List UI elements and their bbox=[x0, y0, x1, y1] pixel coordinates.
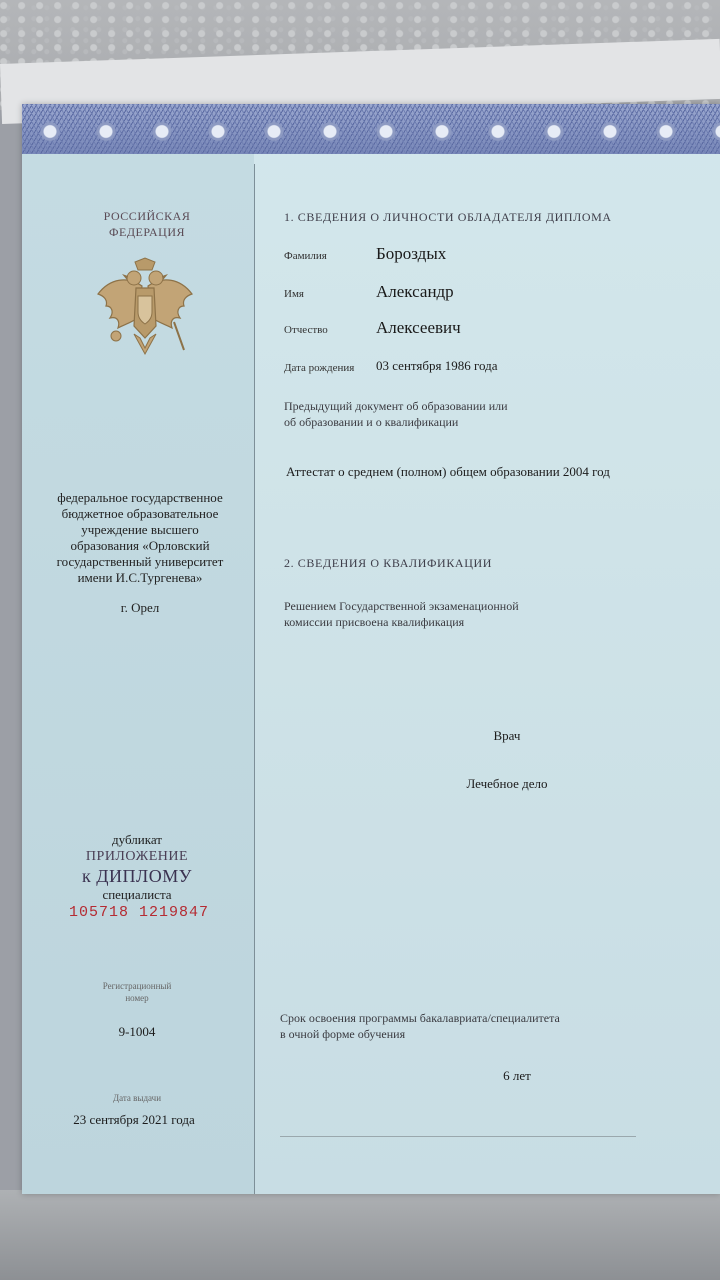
birth-date-label: Дата рождения bbox=[284, 362, 355, 374]
commission-decision-line: комиссии присвоена квалификация bbox=[284, 615, 465, 629]
study-term-label-line: в очной форме обучения bbox=[280, 1027, 406, 1041]
study-term-label-line: Срок освоения программы бакалавриата/специалитета bbox=[280, 1011, 560, 1025]
guilloche-border bbox=[22, 104, 720, 154]
study-term-label bbox=[280, 1010, 560, 1042]
qualification-value: Врач bbox=[493, 728, 521, 743]
country-name bbox=[62, 208, 232, 240]
commission-decision-line: Решением Государственной экзаменационной bbox=[284, 599, 519, 613]
city: г. Орел bbox=[120, 600, 160, 615]
surname-value: Бороздых bbox=[376, 244, 447, 263]
surname-label: Фамилия bbox=[284, 250, 327, 262]
org-line: федеральное государственное bbox=[57, 490, 223, 505]
org-line: образования «Орловский bbox=[70, 538, 210, 553]
study-term-value: 6 лет bbox=[503, 1068, 531, 1083]
country-line-2: ФЕДЕРАЦИЯ bbox=[109, 225, 185, 239]
section-1-title: 1. СВЕДЕНИЯ О ЛИЧНОСТИ ОБЛАДАТЕЛЯ ДИПЛОМА bbox=[284, 210, 612, 224]
previous-document-label-line: Предыдущий документ об образовании или bbox=[284, 399, 508, 413]
diploma-title: к ДИПЛОМУ bbox=[82, 866, 192, 886]
registration-label-line: номер bbox=[125, 993, 149, 1003]
birth-date-value: 03 сентября 1986 года bbox=[376, 358, 498, 373]
patronymic-label: Отчество bbox=[284, 324, 328, 336]
name-label: Имя bbox=[284, 288, 304, 300]
background-bottom bbox=[0, 1190, 720, 1280]
name-value: Александр bbox=[376, 282, 454, 301]
issue-date-label: Дата выдачи bbox=[112, 1093, 162, 1103]
org-line: бюджетное образовательное bbox=[61, 506, 219, 521]
country-line-1: РОССИЙСКАЯ bbox=[103, 209, 191, 223]
appendix-title: ПРИЛОЖЕНИЕ bbox=[85, 849, 189, 864]
previous-document-label bbox=[284, 398, 508, 430]
org-line: имени И.С.Тургенева» bbox=[77, 570, 203, 585]
registration-label bbox=[62, 980, 212, 1004]
previous-document-label-line: об образовании и о квалификации bbox=[284, 415, 459, 429]
issue-date: 23 сентября 2021 года bbox=[73, 1112, 195, 1127]
organization-name bbox=[34, 490, 246, 586]
duplicate-label: дубликат bbox=[112, 832, 162, 847]
serial-number: 105718 1219847 bbox=[68, 904, 210, 921]
org-line: учреждение высшего bbox=[81, 522, 199, 537]
specialist-label: специалиста bbox=[102, 887, 172, 902]
diploma-appendix-document bbox=[22, 104, 720, 1194]
commission-decision-label bbox=[284, 598, 519, 630]
signature-line bbox=[280, 1136, 636, 1137]
org-line: государственный университет bbox=[56, 554, 224, 569]
previous-document-value: Аттестат о среднем (полном) общем образовании 2004 год bbox=[286, 464, 610, 479]
coat-of-arms-icon bbox=[90, 256, 200, 366]
patronymic-value: Алексеевич bbox=[376, 318, 461, 337]
registration-label-line: Регистрационный bbox=[102, 981, 172, 991]
specialty-value: Лечебное дело bbox=[466, 776, 548, 791]
section-2-title: 2. СВЕДЕНИЯ О КВАЛИФИКАЦИИ bbox=[284, 556, 492, 570]
registration-number: 9-1004 bbox=[118, 1024, 156, 1039]
panel-divider bbox=[254, 164, 255, 1194]
